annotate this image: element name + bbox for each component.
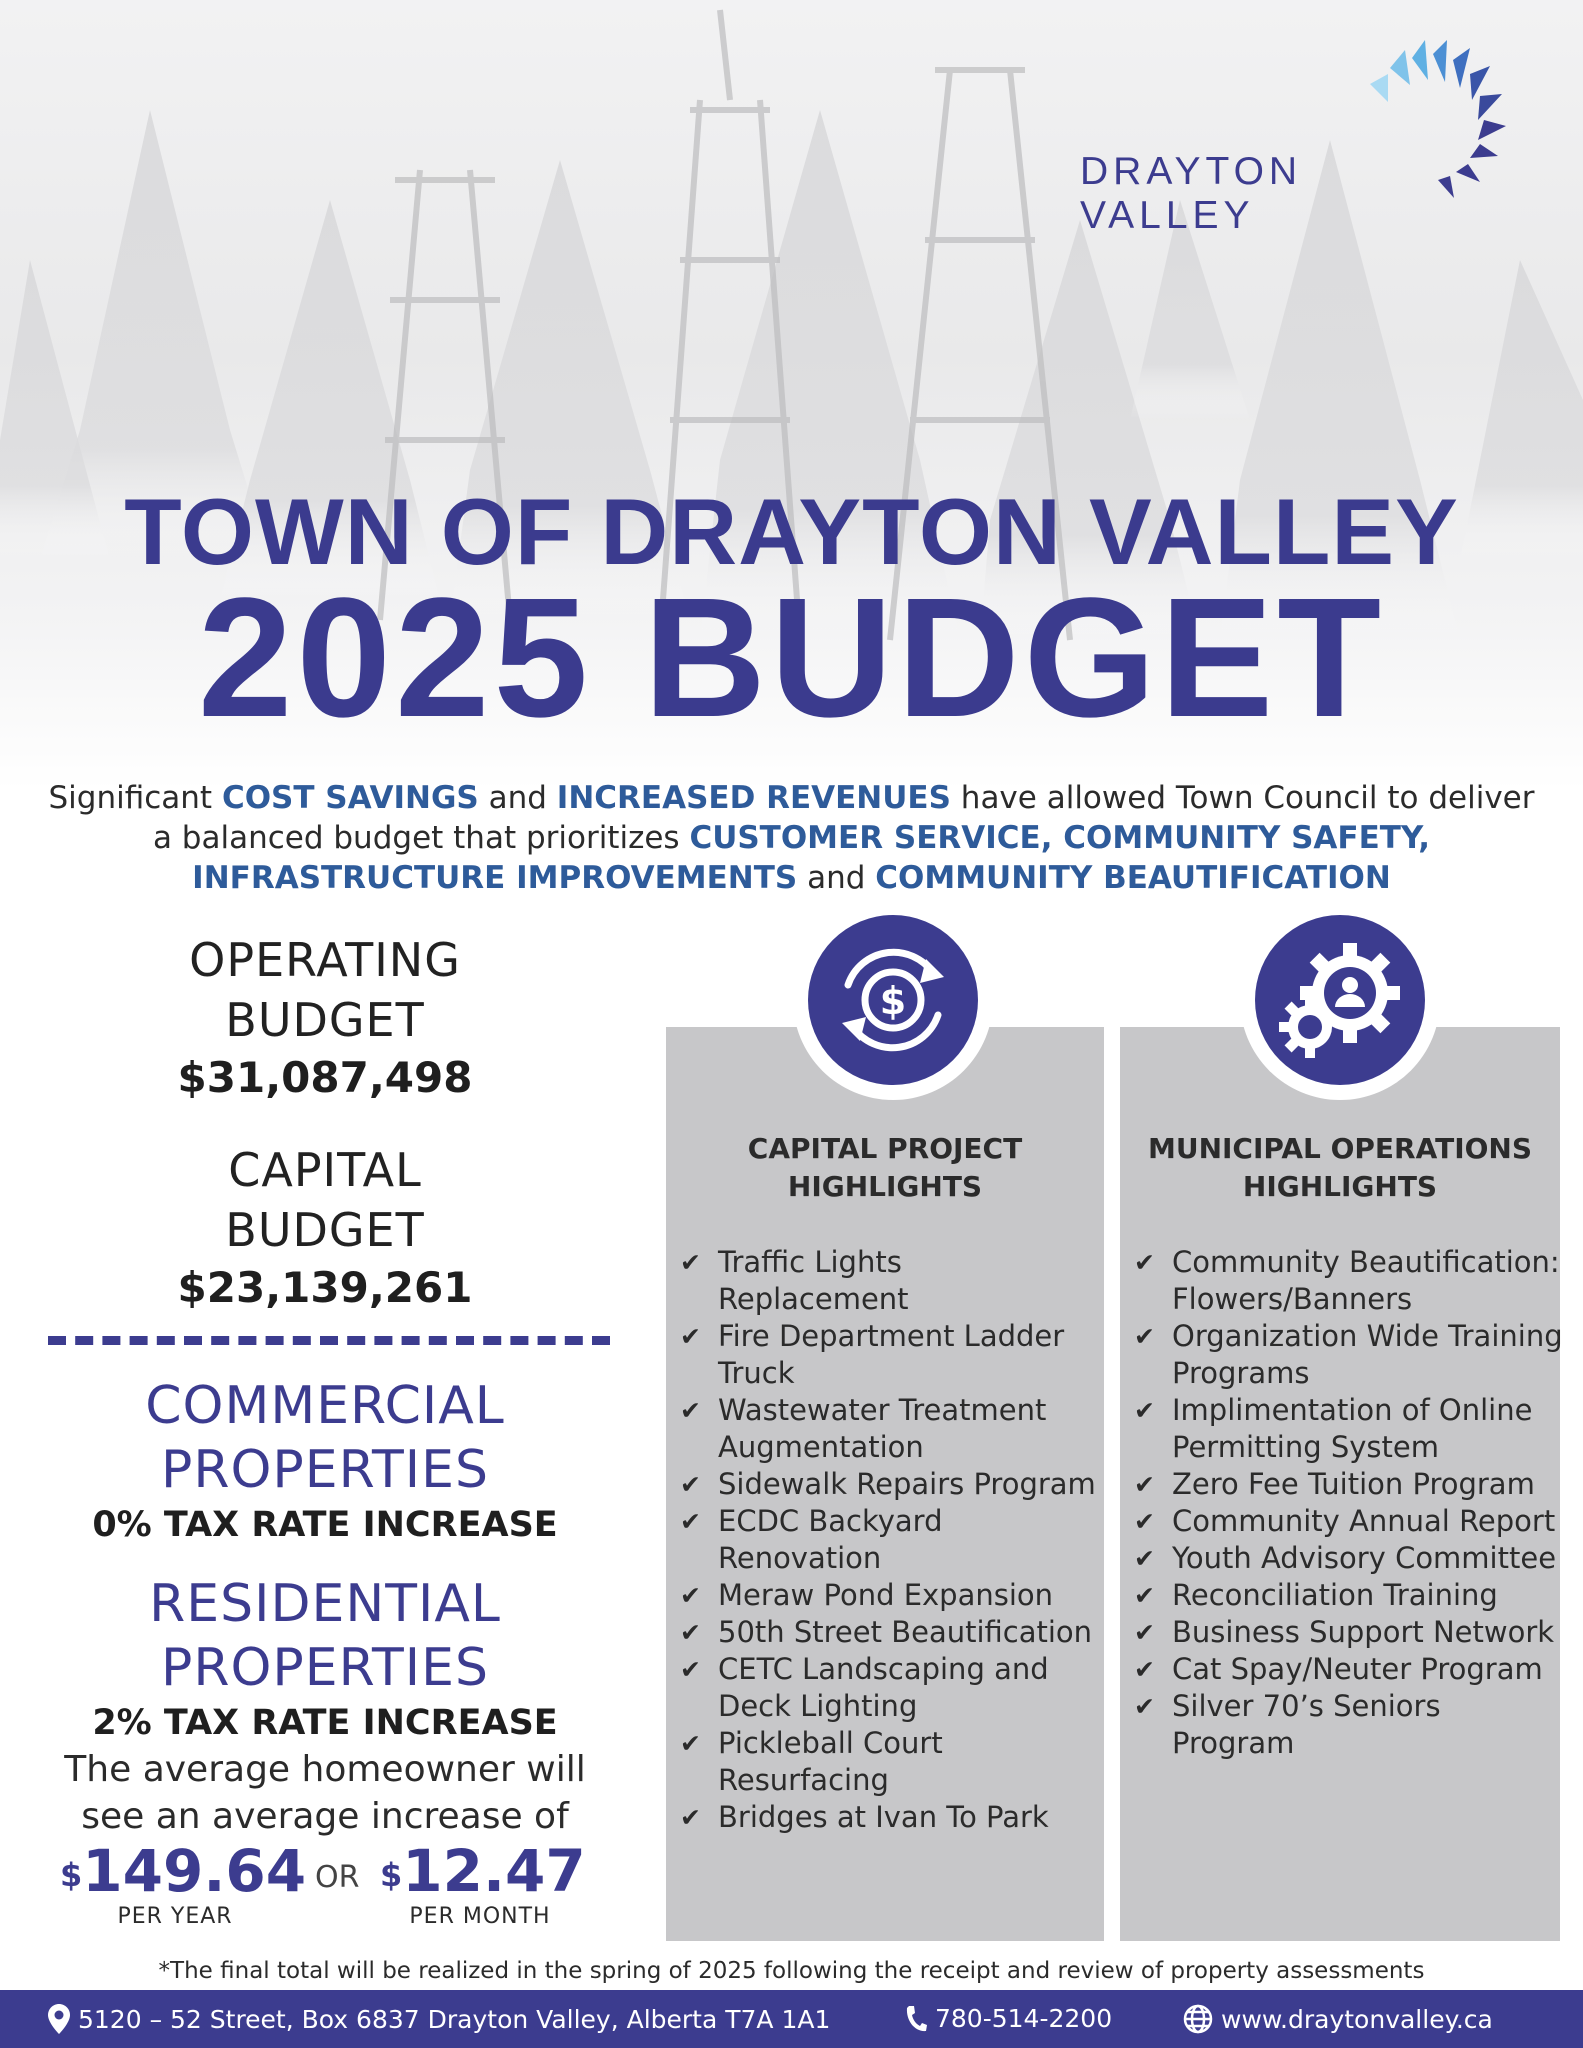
municipal-badge [1240,900,1440,1100]
capital-badge [793,900,993,1100]
list-item: ✔ Organization Wide Training Programs [1134,1318,1564,1392]
list-item: ✔ Youth Advisory Committee [1134,1540,1564,1577]
yearly-unit: PER YEAR [117,1904,233,1929]
residential-note: The average homeowner will [64,1749,586,1790]
monthly-increase [380,1837,586,1929]
footnote: *The final total will be realized in the spring of 2025 following the receipt and review of property assessments [158,1958,1425,1984]
svg-text:$: $ [879,979,907,1023]
footer-website[interactable] [1183,2004,1493,2034]
residential-rate: 2% TAX RATE INCREASE [92,1703,558,1743]
currency-symbol: $ [60,1856,83,1894]
monthly-amount [380,1837,586,1905]
municipal-highlights-list [1134,1244,1564,1762]
phone-icon [905,2005,927,2033]
municipal-highlights-title [1120,1130,1560,1206]
monthly-unit: PER MONTH [409,1904,551,1929]
list-item: ✔ Silver 70’s Seniors Program [1134,1688,1564,1762]
residential-note: see an average increase of [81,1796,569,1837]
list-item: ✔ Zero Fee Tuition Program [1134,1466,1564,1503]
list-item: ✔ Bridges at Ivan To Park [680,1799,1100,1836]
intro-text: have allowed Town Council to deliver a balanced budget that prioritizes [152,780,1535,856]
monthly-value: 12.47 [402,1837,586,1905]
list-item: ✔ ECDC Backyard Renovation [680,1503,1100,1577]
yearly-amount [60,1837,307,1905]
intro-text: and [797,860,876,896]
capital-budget [30,1140,620,1316]
capital-highlights-title [666,1130,1104,1206]
commercial-label: PROPERTIES [161,1440,489,1500]
intro-highlight: COMMUNITY BEAUTIFICATION [875,860,1391,896]
list-item: ✔ Reconciliation Training [1134,1577,1564,1614]
drayton-valley-logo [1080,40,1560,237]
commercial-label: COMMERCIAL [145,1376,505,1436]
commercial-properties [30,1374,620,1548]
capital-label: CAPITAL [228,1143,422,1197]
panel-title-line: HIGHLIGHTS [1242,1170,1438,1203]
capital-highlights-list [680,1244,1100,1836]
list-item: ✔ 50th Street Beautification [680,1614,1100,1651]
residential-label: PROPERTIES [161,1638,489,1698]
footer-address [48,2004,830,2034]
intro-highlight: COST SAVINGS [221,780,479,816]
residential-properties [30,1572,620,1840]
logo-wordmark: DRAYTON VALLEY [1080,150,1303,237]
increase-figures [60,1838,600,1938]
dollar-cycle-icon [808,915,978,1085]
list-item: ✔ CETC Landscaping and Deck Lighting [680,1651,1100,1725]
intro-highlight: CUSTOMER SERVICE, COMMUNITY SAFETY, INFRASTRUCTURE IMPROVEMENTS [192,820,1431,896]
intro-text: Significant [48,780,222,816]
operating-label: BUDGET [225,993,425,1047]
globe-icon [1183,2004,1213,2034]
residential-label: RESIDENTIAL [149,1574,501,1634]
page-title-town: TOWN OF DRAYTON VALLEY [124,479,1459,584]
operating-budget [30,930,620,1106]
panel-title-line: HIGHLIGHTS [787,1170,983,1203]
website-link[interactable]: www.draytonvalley.ca [1221,2004,1493,2034]
capital-label: BUDGET [225,1203,425,1257]
dashed-divider [48,1336,610,1345]
yearly-value: 149.64 [82,1837,307,1905]
list-item: ✔ Traffic Lights Replacement [680,1244,1100,1318]
footer-bar [0,1990,1583,2048]
list-item: ✔ Wastewater Treatment Augmentation [680,1392,1100,1466]
list-item: ✔ Pickleball Court Resurfacing [680,1725,1100,1799]
phone-text: 780-514-2200 [935,2004,1113,2033]
list-item: ✔ Cat Spay/Neuter Program [1134,1651,1564,1688]
list-item: ✔ Implimentation of Online Permitting System [1134,1392,1564,1466]
footer-phone[interactable] [905,2004,1112,2033]
intro-paragraph [40,778,1543,898]
panel-title-line: MUNICIPAL OPERATIONS [1147,1132,1533,1165]
intro-text: and [478,780,557,816]
commercial-rate: 0% TAX RATE INCREASE [92,1505,558,1545]
operating-amount: $31,087,498 [177,1053,473,1102]
list-item: ✔ Meraw Pond Expansion [680,1577,1100,1614]
list-item: ✔ Sidewalk Repairs Program [680,1466,1100,1503]
list-item: ✔ Community Beautification: Flowers/Banners [1134,1244,1564,1318]
or-separator: OR [315,1860,360,1895]
operating-label: OPERATING [189,933,461,987]
intro-highlight: INCREASED REVENUES [556,780,951,816]
list-item: ✔ Fire Department Ladder Truck [680,1318,1100,1392]
page-title-budget: 2025 BUDGET [197,563,1386,753]
address-text: 5120 – 52 Street, Box 6837 Drayton Valley, Alberta T7A 1A1 [78,2004,831,2034]
gears-person-icon [1255,915,1425,1085]
list-item: ✔ Community Annual Report [1134,1503,1564,1540]
panel-title-line: CAPITAL PROJECT [747,1132,1023,1165]
location-pin-icon [48,2004,70,2034]
currency-symbol: $ [380,1856,403,1894]
capital-amount: $23,139,261 [177,1263,473,1312]
list-item: ✔ Business Support Network [1134,1614,1564,1651]
yearly-increase [60,1837,307,1929]
